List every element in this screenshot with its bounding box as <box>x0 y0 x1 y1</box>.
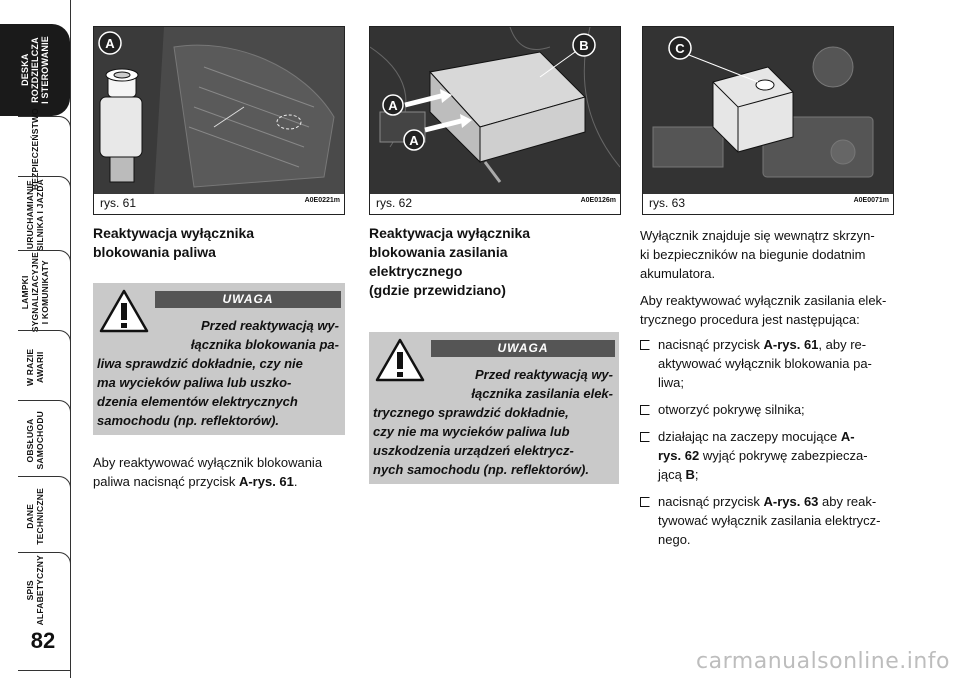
tab-label: OBSŁUGA SAMOCHODU <box>25 410 45 470</box>
step-text: działając na zaczepy mocujące <box>658 429 841 444</box>
tab-deska-rozdzielcza[interactable] <box>0 24 70 116</box>
list-item <box>640 492 895 549</box>
step-text: ; <box>694 467 699 482</box>
watermark: carmanualsonline.info <box>696 649 950 674</box>
figure-reference: B <box>685 467 695 482</box>
tab-uruchamianie[interactable] <box>0 178 70 252</box>
figure-code: A0E0071m <box>853 197 889 204</box>
fuel-reset-instruction <box>93 453 348 491</box>
callout-c: C <box>675 41 685 56</box>
section-heading-fuel: Reaktywacja wyłącznika blokowania paliwa <box>93 225 255 260</box>
list-item <box>640 400 895 419</box>
figure-reference: A- rys. 62 <box>658 429 855 463</box>
tab-spis[interactable] <box>0 554 70 626</box>
figure-63 <box>642 26 894 215</box>
page-number: 82 <box>30 628 56 653</box>
warning-label: UWAGA <box>431 340 615 357</box>
figure-caption <box>94 194 344 214</box>
step-text: wyjąć pokrywę zabezpiecza- jącą <box>658 448 868 482</box>
fuse-box-cover-illustration <box>370 27 620 194</box>
tab-obsluga[interactable] <box>0 402 70 478</box>
tab-dane-techniczne[interactable] <box>0 478 70 554</box>
callout-a: A <box>105 36 115 51</box>
instruction-text: . <box>293 474 298 489</box>
tab-label: BEZPIECZEŃSTWO <box>30 107 40 191</box>
warning-label: UWAGA <box>155 291 341 308</box>
step-text: nacisnąć przycisk <box>658 337 764 352</box>
tab-label: URUCHAMIANIE SILNIKA I JAZDA <box>25 178 45 252</box>
figure-reference: A-rys. 61 <box>238 474 294 489</box>
figure-caption <box>643 194 893 214</box>
step-text: , aby re- aktywować wyłącznik blokowania pa- liwa; <box>658 337 872 390</box>
tab-lampki[interactable] <box>0 252 70 332</box>
figure-code: A0E0126m <box>580 197 616 204</box>
figure-number: rys. 62 <box>376 196 413 210</box>
fuel-cutoff-switch-illustration <box>94 27 344 194</box>
bullet-icon <box>640 432 650 442</box>
figure-61 <box>93 26 345 215</box>
warning-text: liwa sprawdzić dokładnie, czy nie ma wycieków paliwa lub uszko- dzenia elementów elektrycznych samochodu (np. reflektorów). <box>97 356 303 428</box>
warning-text: trycznego sprawdzić dokładnie, czy nie ma wycieków paliwa lub uszkodzenia urządzeń elektrycz- nych samochodu (np. reflektorów). <box>373 405 589 477</box>
warning-box-electric <box>369 332 619 484</box>
chapter-sidebar <box>0 0 72 678</box>
bullet-icon <box>640 340 650 350</box>
instruction-text: Aby reaktywować wyłącznik blokowania paliwa nacisnąć przycisk <box>93 455 323 489</box>
list-item <box>640 427 895 484</box>
tab-label: DANE TECHNICZNE <box>25 487 45 545</box>
tab-bezpieczenstwo[interactable] <box>0 107 70 191</box>
tab-w-razie-awarii[interactable] <box>0 332 70 402</box>
switch-location-paragraph: Wyłącznik znajduje się wewnątrz skrzyn- ki bezpieczników na biegunie dodatnim akumulatora. <box>640 228 875 281</box>
step-text: aby reak- tywować wyłącznik zasilania elektrycz- nego. <box>658 494 881 547</box>
figure-number: rys. 61 <box>100 196 137 210</box>
section-heading-electric: Reaktywacja wyłącznika blokowania zasilania elektrycznego (gdzie przewidziano) <box>369 225 531 298</box>
warning-triangle-icon <box>99 289 149 333</box>
figure-number: rys. 63 <box>649 196 686 210</box>
figure-caption <box>370 194 620 214</box>
tab-label: SPIS ALFABETYCZNY <box>25 554 45 626</box>
warning-triangle-icon <box>375 338 425 382</box>
step-text: otworzyć pokrywę silnika; <box>658 402 805 417</box>
bullet-icon <box>640 405 650 415</box>
callout-a-2: A <box>409 133 419 148</box>
step-text: nacisnąć przycisk <box>658 494 764 509</box>
figure-62 <box>369 26 621 215</box>
tab-label: DESKA ROZDZIELCZA I STEROWANIE <box>20 36 50 104</box>
procedure-steps <box>640 335 895 557</box>
tab-label: W RAZIE AWARII <box>25 348 45 386</box>
figure-reference: A-rys. 61 <box>763 337 819 352</box>
callout-a-1: A <box>388 98 398 113</box>
list-item <box>640 335 895 392</box>
figure-code: A0E0221m <box>304 197 340 204</box>
warning-box-fuel <box>93 283 345 435</box>
warning-text-top: Przed reaktywacją wy- łącznika blokowania pa- <box>190 318 339 352</box>
tab-label: LAMPKI SYGNALIZACYJNE I KOMUNIKATY <box>20 251 50 333</box>
battery-switch-illustration <box>643 27 893 194</box>
procedure-intro: Aby reaktywować wyłącznik zasilania elek- trycznego procedura jest następująca: <box>640 293 887 327</box>
bullet-icon <box>640 497 650 507</box>
bottom-rule <box>18 670 70 671</box>
warning-text-top: Przed reaktywacją wy- łącznika zasilania elek- <box>471 367 613 401</box>
figure-reference: A-rys. 63 <box>763 494 819 509</box>
callout-b: B <box>579 38 589 53</box>
